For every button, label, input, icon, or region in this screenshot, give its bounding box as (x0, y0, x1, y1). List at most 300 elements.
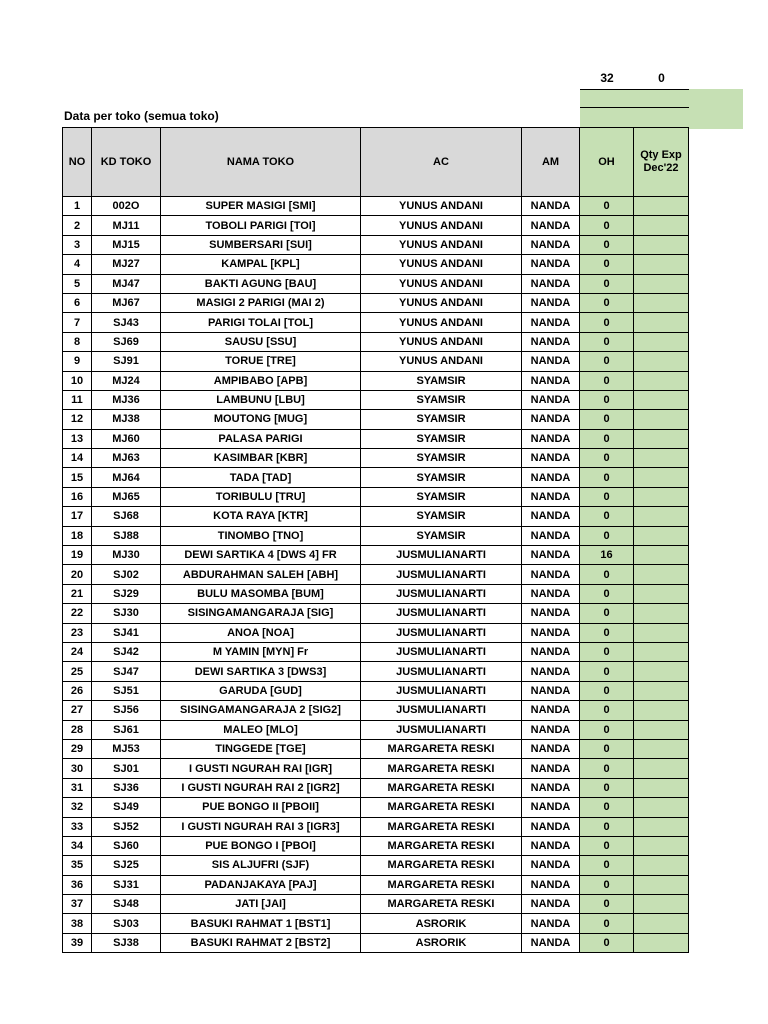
table-row (63, 235, 689, 254)
cell-oh: 0 (580, 274, 634, 293)
cell-nama-toko: SIS ALJUFRI (SJF) (161, 856, 361, 875)
cell-am: NANDA (522, 798, 580, 817)
cell-no: 38 (63, 914, 92, 933)
cell-kd-toko: MJ53 (92, 739, 161, 758)
table-row (63, 507, 689, 526)
cell-no: 15 (63, 468, 92, 487)
cell-ac: JUSMULIANARTI (361, 720, 522, 739)
table-row (63, 216, 689, 235)
cell-kd-toko: SJ68 (92, 507, 161, 526)
table-row (63, 584, 689, 603)
cell-ac: SYAMSIR (361, 429, 522, 448)
table-row (63, 487, 689, 506)
cell-no: 36 (63, 875, 92, 894)
header-oh: OH (580, 128, 634, 197)
cell-ac: ASRORIK (361, 914, 522, 933)
cell-oh: 0 (580, 410, 634, 429)
cell-no: 4 (63, 255, 92, 274)
cell-kd-toko: SJ31 (92, 875, 161, 894)
cell-ac: JUSMULIANARTI (361, 701, 522, 720)
cell-am: NANDA (522, 293, 580, 312)
cell-nama-toko: TINGGEDE [TGE] (161, 739, 361, 758)
cell-am: NANDA (522, 642, 580, 661)
green-summary-block (580, 89, 743, 129)
cell-oh: 0 (580, 739, 634, 758)
cell-qty-exp (634, 681, 689, 700)
cell-nama-toko: SAUSU [SSU] (161, 332, 361, 351)
cell-oh: 0 (580, 623, 634, 642)
cell-ac: SYAMSIR (361, 468, 522, 487)
cell-no: 35 (63, 856, 92, 875)
table-row (63, 817, 689, 836)
cell-kd-toko: SJ38 (92, 933, 161, 952)
cell-nama-toko: BASUKI RAHMAT 1 [BST1] (161, 914, 361, 933)
cell-oh: 0 (580, 759, 634, 778)
cell-kd-toko: SJ91 (92, 352, 161, 371)
cell-ac: YUNUS ANDANI (361, 352, 522, 371)
cell-qty-exp (634, 468, 689, 487)
cell-am: NANDA (522, 274, 580, 293)
cell-kd-toko: SJ03 (92, 914, 161, 933)
cell-oh: 0 (580, 798, 634, 817)
cell-ac: MARGARETA RESKI (361, 875, 522, 894)
cell-no: 22 (63, 604, 92, 623)
cell-kd-toko: SJ52 (92, 817, 161, 836)
cell-nama-toko: PADANJAKAYA [PAJ] (161, 875, 361, 894)
cell-ac: MARGARETA RESKI (361, 836, 522, 855)
table-row (63, 856, 689, 875)
cell-oh: 0 (580, 642, 634, 661)
cell-nama-toko: TADA [TAD] (161, 468, 361, 487)
cell-kd-toko: MJ65 (92, 487, 161, 506)
cell-oh: 0 (580, 701, 634, 720)
cell-am: NANDA (522, 720, 580, 739)
table-row (63, 390, 689, 409)
table-row (63, 681, 689, 700)
cell-qty-exp (634, 429, 689, 448)
cell-kd-toko: SJ88 (92, 526, 161, 545)
summary-border-bottom (580, 107, 689, 108)
cell-kd-toko: SJ69 (92, 332, 161, 351)
cell-no: 34 (63, 836, 92, 855)
cell-kd-toko: MJ38 (92, 410, 161, 429)
cell-nama-toko: SISINGAMANGARAJA 2 [SIG2] (161, 701, 361, 720)
table-row (63, 449, 689, 468)
cell-am: NANDA (522, 856, 580, 875)
cell-ac: SYAMSIR (361, 526, 522, 545)
cell-kd-toko: SJ25 (92, 856, 161, 875)
cell-nama-toko: TORIBULU [TRU] (161, 487, 361, 506)
cell-qty-exp (634, 895, 689, 914)
cell-no: 10 (63, 371, 92, 390)
header-ac: AC (361, 128, 522, 197)
header-nama-toko: NAMA TOKO (161, 128, 361, 197)
cell-ac: SYAMSIR (361, 371, 522, 390)
cell-nama-toko: ABDURAHMAN SALEH [ABH] (161, 565, 361, 584)
cell-kd-toko: SJ41 (92, 623, 161, 642)
cell-qty-exp (634, 197, 689, 216)
cell-no: 1 (63, 197, 92, 216)
table-row (63, 313, 689, 332)
cell-oh: 0 (580, 352, 634, 371)
cell-am: NANDA (522, 875, 580, 894)
cell-kd-toko: MJ11 (92, 216, 161, 235)
cell-am: NANDA (522, 313, 580, 332)
cell-nama-toko: BULU MASOMBA [BUM] (161, 584, 361, 603)
cell-kd-toko: MJ64 (92, 468, 161, 487)
cell-ac: SYAMSIR (361, 410, 522, 429)
header-am: AM (522, 128, 580, 197)
cell-am: NANDA (522, 507, 580, 526)
cell-oh: 0 (580, 778, 634, 797)
cell-nama-toko: SISINGAMANGARAJA [SIG] (161, 604, 361, 623)
cell-ac: JUSMULIANARTI (361, 681, 522, 700)
cell-kd-toko: SJ43 (92, 313, 161, 332)
cell-no: 17 (63, 507, 92, 526)
cell-am: NANDA (522, 371, 580, 390)
cell-kd-toko: MJ67 (92, 293, 161, 312)
cell-qty-exp (634, 836, 689, 855)
table-row (63, 759, 689, 778)
table-row (63, 197, 689, 216)
cell-kd-toko: MJ30 (92, 546, 161, 565)
cell-am: NANDA (522, 216, 580, 235)
cell-kd-toko: SJ61 (92, 720, 161, 739)
cell-qty-exp (634, 642, 689, 661)
cell-ac: SYAMSIR (361, 507, 522, 526)
cell-kd-toko: SJ60 (92, 836, 161, 855)
cell-qty-exp (634, 778, 689, 797)
cell-nama-toko: ANOA [NOA] (161, 623, 361, 642)
header-kd-toko: KD TOKO (92, 128, 161, 197)
table-row (63, 332, 689, 351)
cell-ac: YUNUS ANDANI (361, 216, 522, 235)
cell-am: NANDA (522, 235, 580, 254)
cell-oh: 16 (580, 546, 634, 565)
cell-nama-toko: GARUDA [GUD] (161, 681, 361, 700)
cell-nama-toko: LAMBUNU [LBU] (161, 390, 361, 409)
cell-qty-exp (634, 235, 689, 254)
cell-ac: YUNUS ANDANI (361, 197, 522, 216)
cell-kd-toko: 002O (92, 197, 161, 216)
cell-oh: 0 (580, 933, 634, 952)
cell-qty-exp (634, 798, 689, 817)
cell-qty-exp (634, 274, 689, 293)
cell-am: NANDA (522, 662, 580, 681)
cell-no: 28 (63, 720, 92, 739)
cell-qty-exp (634, 410, 689, 429)
cell-kd-toko: MJ36 (92, 390, 161, 409)
cell-kd-toko: SJ51 (92, 681, 161, 700)
cell-ac: SYAMSIR (361, 449, 522, 468)
cell-oh: 0 (580, 836, 634, 855)
table-row (63, 739, 689, 758)
cell-qty-exp (634, 739, 689, 758)
cell-oh: 0 (580, 468, 634, 487)
cell-qty-exp (634, 914, 689, 933)
cell-no: 3 (63, 235, 92, 254)
cell-kd-toko: MJ15 (92, 235, 161, 254)
cell-oh: 0 (580, 856, 634, 875)
cell-no: 13 (63, 429, 92, 448)
cell-am: NANDA (522, 197, 580, 216)
cell-qty-exp (634, 390, 689, 409)
cell-kd-toko: SJ48 (92, 895, 161, 914)
cell-qty-exp (634, 332, 689, 351)
table-row (63, 526, 689, 545)
cell-oh: 0 (580, 526, 634, 545)
cell-nama-toko: SUMBERSARI [SUI] (161, 235, 361, 254)
cell-qty-exp (634, 875, 689, 894)
cell-nama-toko: SUPER MASIGI [SMI] (161, 197, 361, 216)
cell-qty-exp (634, 701, 689, 720)
table-row (63, 371, 689, 390)
cell-nama-toko: MALEO [MLO] (161, 720, 361, 739)
cell-ac: ASRORIK (361, 933, 522, 952)
cell-no: 33 (63, 817, 92, 836)
cell-qty-exp (634, 720, 689, 739)
cell-am: NANDA (522, 255, 580, 274)
cell-am: NANDA (522, 410, 580, 429)
cell-am: NANDA (522, 332, 580, 351)
cell-oh: 0 (580, 914, 634, 933)
cell-oh: 0 (580, 507, 634, 526)
cell-qty-exp (634, 293, 689, 312)
table-row (63, 255, 689, 274)
table-row (63, 836, 689, 855)
total-qty-exp: 0 (658, 71, 665, 85)
cell-oh: 0 (580, 487, 634, 506)
cell-am: NANDA (522, 390, 580, 409)
cell-nama-toko: BAKTI AGUNG [BAU] (161, 274, 361, 293)
cell-oh: 0 (580, 720, 634, 739)
cell-qty-exp (634, 487, 689, 506)
table-row (63, 546, 689, 565)
table-row (63, 798, 689, 817)
cell-qty-exp (634, 313, 689, 332)
table-row (63, 293, 689, 312)
cell-qty-exp (634, 216, 689, 235)
cell-nama-toko: TINOMBO [TNO] (161, 526, 361, 545)
cell-oh: 0 (580, 895, 634, 914)
cell-no: 24 (63, 642, 92, 661)
cell-no: 26 (63, 681, 92, 700)
cell-nama-toko: PALASA PARIGI (161, 429, 361, 448)
cell-kd-toko: MJ27 (92, 255, 161, 274)
cell-no: 14 (63, 449, 92, 468)
cell-oh: 0 (580, 293, 634, 312)
cell-kd-toko: SJ30 (92, 604, 161, 623)
cell-no: 29 (63, 739, 92, 758)
cell-kd-toko: MJ60 (92, 429, 161, 448)
cell-oh: 0 (580, 197, 634, 216)
cell-am: NANDA (522, 449, 580, 468)
cell-am: NANDA (522, 817, 580, 836)
cell-nama-toko: I GUSTI NGURAH RAI [IGR] (161, 759, 361, 778)
table-row (63, 642, 689, 661)
cell-qty-exp (634, 856, 689, 875)
cell-kd-toko: SJ29 (92, 584, 161, 603)
cell-kd-toko: SJ49 (92, 798, 161, 817)
cell-oh: 0 (580, 604, 634, 623)
cell-oh: 0 (580, 875, 634, 894)
cell-ac: MARGARETA RESKI (361, 798, 522, 817)
cell-ac: JUSMULIANARTI (361, 642, 522, 661)
cell-am: NANDA (522, 778, 580, 797)
cell-am: NANDA (522, 546, 580, 565)
cell-kd-toko: SJ47 (92, 662, 161, 681)
table-row (63, 875, 689, 894)
cell-oh: 0 (580, 565, 634, 584)
cell-qty-exp (634, 933, 689, 952)
cell-no: 21 (63, 584, 92, 603)
cell-ac: YUNUS ANDANI (361, 313, 522, 332)
cell-qty-exp (634, 352, 689, 371)
total-oh: 32 (600, 71, 614, 85)
table-row (63, 274, 689, 293)
table-row (63, 895, 689, 914)
cell-qty-exp (634, 371, 689, 390)
cell-kd-toko: SJ42 (92, 642, 161, 661)
cell-am: NANDA (522, 933, 580, 952)
cell-no: 30 (63, 759, 92, 778)
table-row (63, 352, 689, 371)
cell-qty-exp (634, 604, 689, 623)
table-row (63, 701, 689, 720)
cell-am: NANDA (522, 739, 580, 758)
cell-ac: MARGARETA RESKI (361, 817, 522, 836)
cell-oh: 0 (580, 817, 634, 836)
cell-oh: 0 (580, 313, 634, 332)
cell-oh: 0 (580, 371, 634, 390)
cell-am: NANDA (522, 895, 580, 914)
cell-kd-toko: MJ47 (92, 274, 161, 293)
cell-ac: YUNUS ANDANI (361, 293, 522, 312)
cell-no: 27 (63, 701, 92, 720)
cell-oh: 0 (580, 235, 634, 254)
cell-no: 12 (63, 410, 92, 429)
cell-am: NANDA (522, 526, 580, 545)
cell-kd-toko: SJ02 (92, 565, 161, 584)
cell-am: NANDA (522, 429, 580, 448)
cell-no: 5 (63, 274, 92, 293)
header-no: NO (63, 128, 92, 197)
cell-ac: JUSMULIANARTI (361, 604, 522, 623)
cell-no: 2 (63, 216, 92, 235)
cell-am: NANDA (522, 623, 580, 642)
cell-no: 11 (63, 390, 92, 409)
cell-am: NANDA (522, 565, 580, 584)
cell-kd-toko: SJ36 (92, 778, 161, 797)
cell-no: 7 (63, 313, 92, 332)
cell-oh: 0 (580, 662, 634, 681)
cell-no: 16 (63, 487, 92, 506)
cell-ac: SYAMSIR (361, 487, 522, 506)
cell-qty-exp (634, 817, 689, 836)
table-row (63, 778, 689, 797)
summary-border-top (580, 89, 689, 90)
cell-nama-toko: MOUTONG [MUG] (161, 410, 361, 429)
cell-nama-toko: DEWI SARTIKA 3 [DWS3] (161, 662, 361, 681)
cell-no: 23 (63, 623, 92, 642)
cell-am: NANDA (522, 584, 580, 603)
table-row (63, 604, 689, 623)
cell-nama-toko: I GUSTI NGURAH RAI 2 [IGR2] (161, 778, 361, 797)
cell-kd-toko: MJ63 (92, 449, 161, 468)
cell-am: NANDA (522, 487, 580, 506)
cell-am: NANDA (522, 352, 580, 371)
cell-no: 20 (63, 565, 92, 584)
cell-nama-toko: KOTA RAYA [KTR] (161, 507, 361, 526)
cell-qty-exp (634, 507, 689, 526)
cell-qty-exp (634, 584, 689, 603)
cell-nama-toko: AMPIBABO [APB] (161, 371, 361, 390)
cell-am: NANDA (522, 914, 580, 933)
cell-no: 31 (63, 778, 92, 797)
cell-am: NANDA (522, 701, 580, 720)
table-row (63, 662, 689, 681)
cell-ac: MARGARETA RESKI (361, 739, 522, 758)
table-row (63, 623, 689, 642)
cell-qty-exp (634, 546, 689, 565)
cell-nama-toko: KAMPAL [KPL] (161, 255, 361, 274)
cell-kd-toko: SJ56 (92, 701, 161, 720)
cell-am: NANDA (522, 836, 580, 855)
cell-ac: YUNUS ANDANI (361, 255, 522, 274)
cell-no: 39 (63, 933, 92, 952)
cell-nama-toko: PARIGI TOLAI [TOL] (161, 313, 361, 332)
cell-ac: JUSMULIANARTI (361, 546, 522, 565)
cell-kd-toko: SJ01 (92, 759, 161, 778)
cell-qty-exp (634, 565, 689, 584)
cell-ac: JUSMULIANARTI (361, 584, 522, 603)
cell-nama-toko: PUE BONGO I [PBOI] (161, 836, 361, 855)
cell-oh: 0 (580, 216, 634, 235)
cell-no: 19 (63, 546, 92, 565)
table-caption: Data per toko (semua toko) (64, 109, 219, 123)
table-row (63, 410, 689, 429)
cell-kd-toko: MJ24 (92, 371, 161, 390)
cell-ac: MARGARETA RESKI (361, 778, 522, 797)
cell-oh: 0 (580, 332, 634, 351)
cell-qty-exp (634, 662, 689, 681)
cell-ac: JUSMULIANARTI (361, 565, 522, 584)
cell-nama-toko: JATI [JAI] (161, 895, 361, 914)
cell-oh: 0 (580, 429, 634, 448)
cell-oh: 0 (580, 390, 634, 409)
cell-ac: MARGARETA RESKI (361, 856, 522, 875)
cell-nama-toko: BASUKI RAHMAT 2 [BST2] (161, 933, 361, 952)
cell-am: NANDA (522, 759, 580, 778)
cell-nama-toko: DEWI SARTIKA 4 [DWS 4] FR (161, 546, 361, 565)
header-qty-exp: Qty Exp Dec'22 (634, 128, 689, 197)
table-row (63, 933, 689, 952)
cell-oh: 0 (580, 255, 634, 274)
cell-ac: YUNUS ANDANI (361, 235, 522, 254)
header-row (63, 128, 689, 197)
cell-nama-toko: TOBOLI PARIGI [TOI] (161, 216, 361, 235)
cell-nama-toko: M YAMIN [MYN] Fr (161, 642, 361, 661)
cell-ac: MARGARETA RESKI (361, 895, 522, 914)
cell-nama-toko: TORUE [TRE] (161, 352, 361, 371)
table-row (63, 565, 689, 584)
cell-oh: 0 (580, 584, 634, 603)
cell-am: NANDA (522, 681, 580, 700)
cell-no: 32 (63, 798, 92, 817)
cell-am: NANDA (522, 468, 580, 487)
cell-no: 8 (63, 332, 92, 351)
cell-ac: MARGARETA RESKI (361, 759, 522, 778)
